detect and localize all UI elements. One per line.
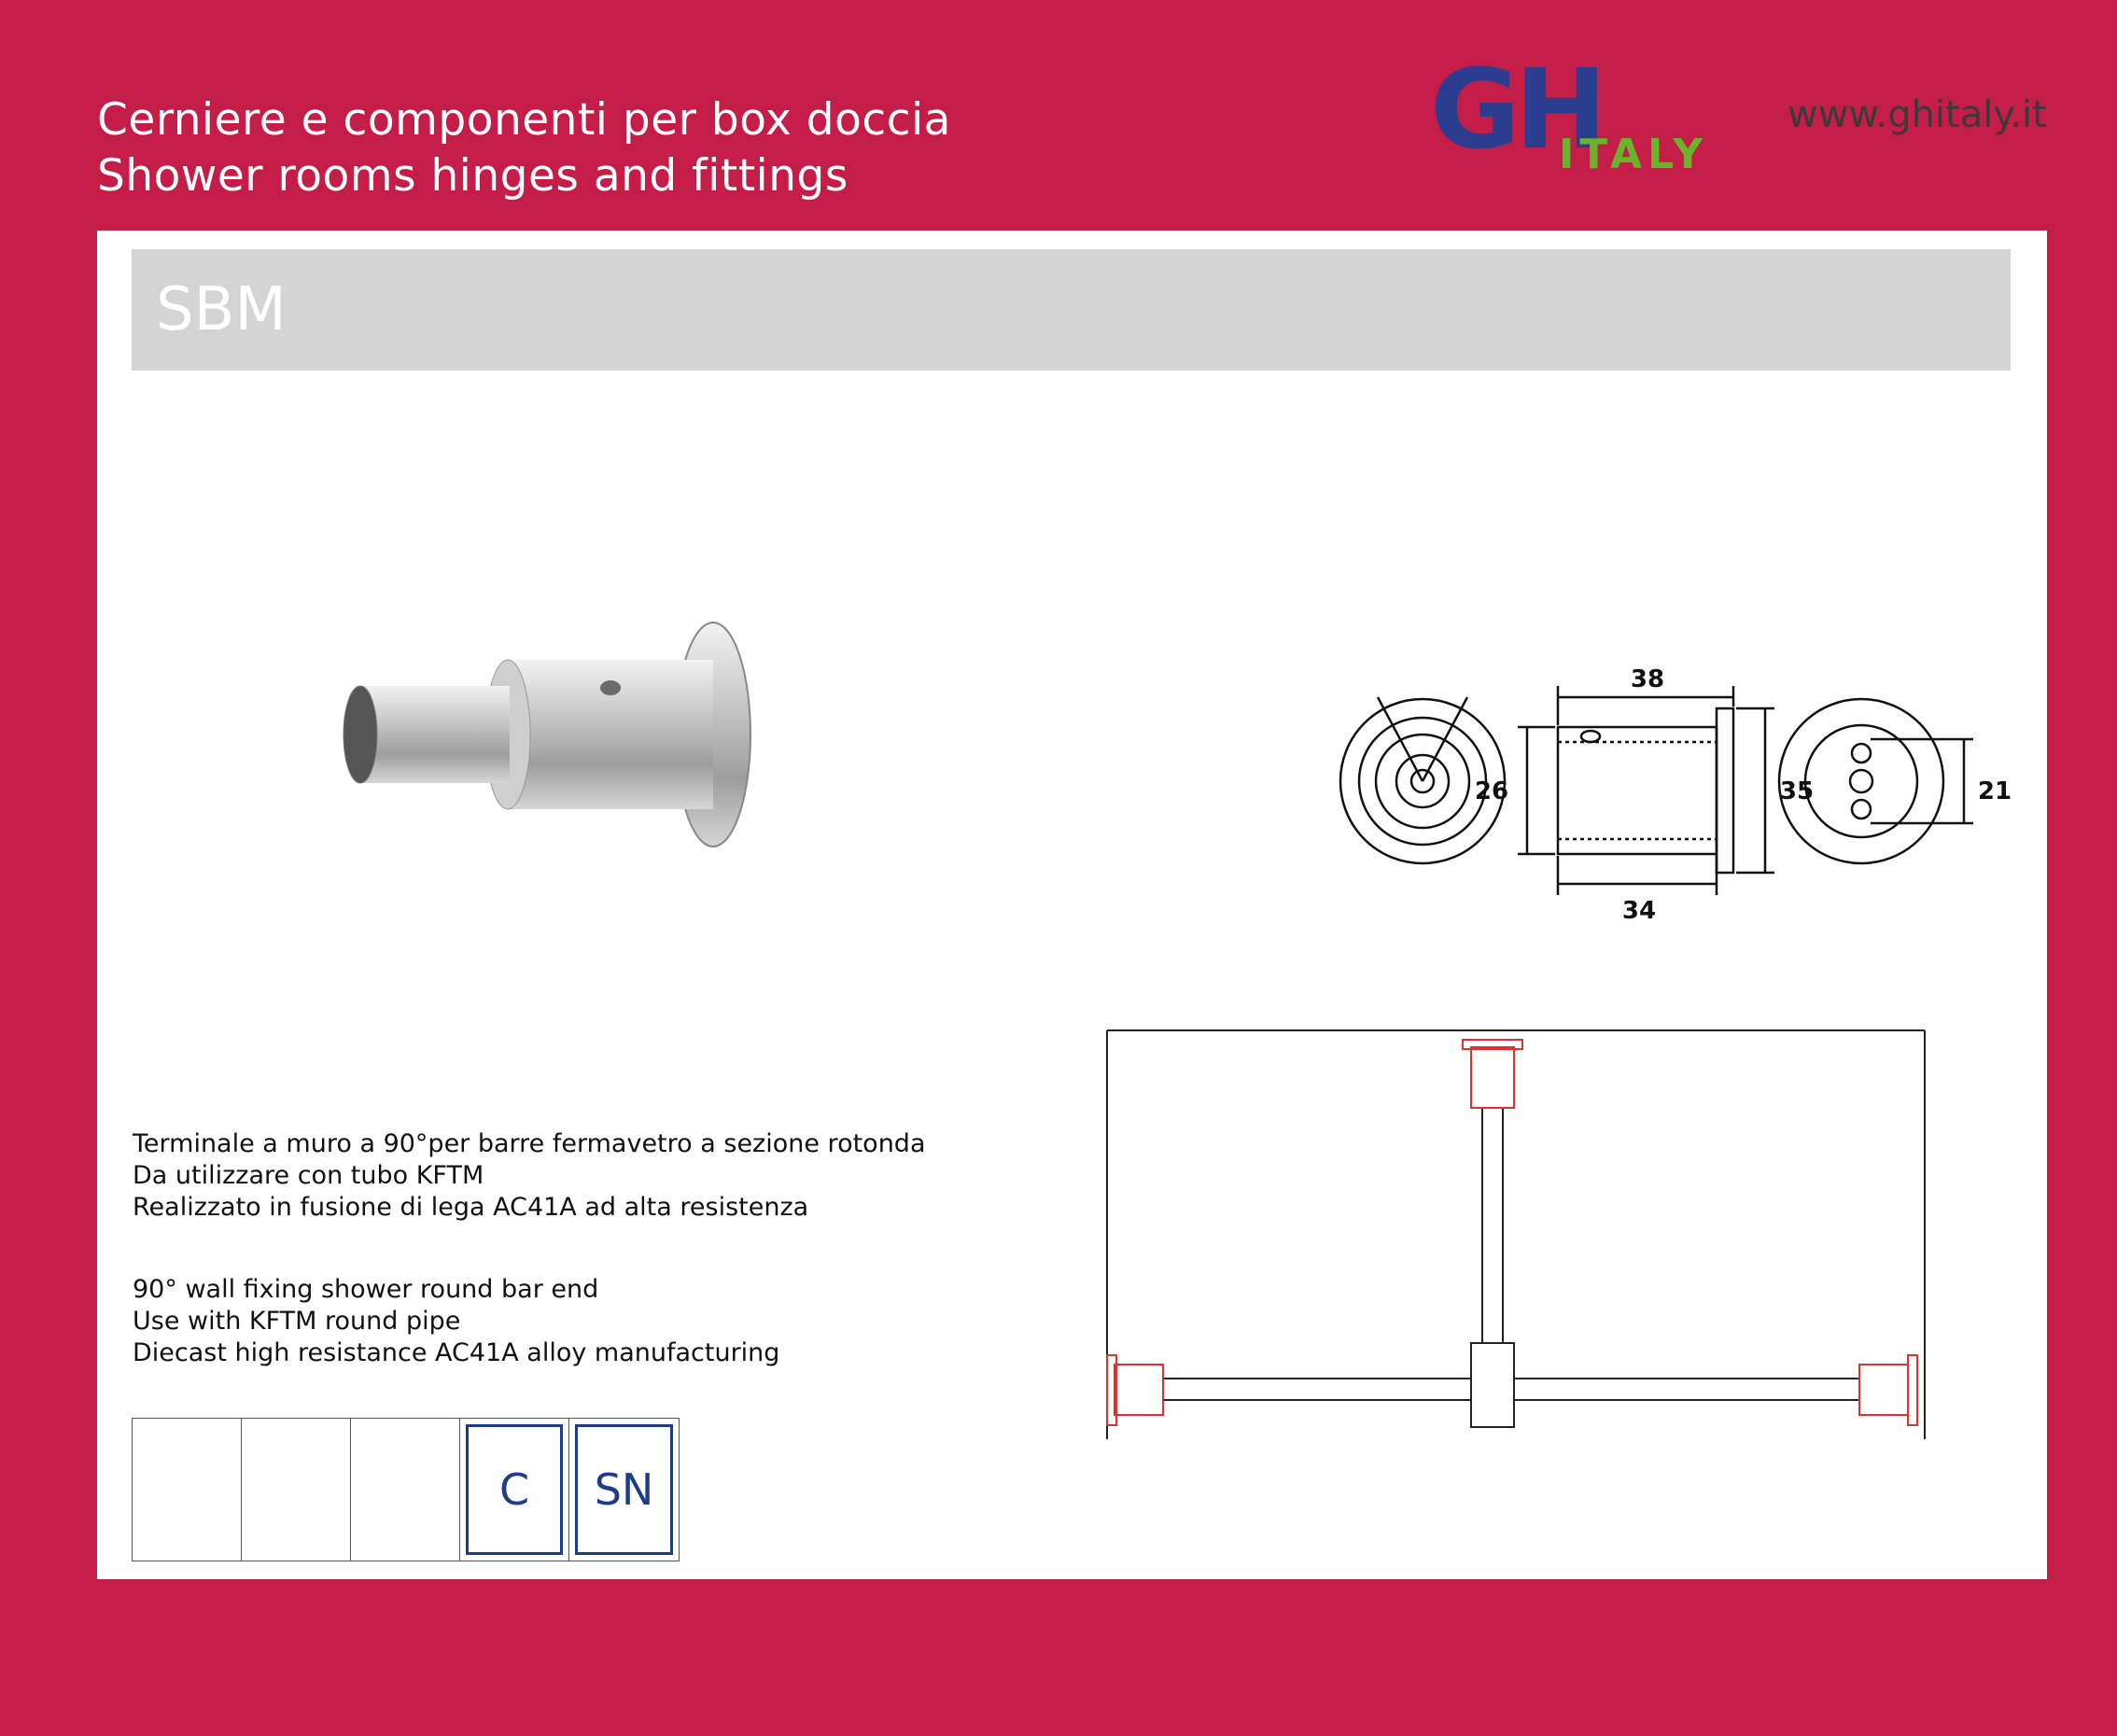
finish-cell-empty	[351, 1419, 460, 1561]
finish-cell-empty	[242, 1419, 351, 1561]
header-title-english: Shower rooms hinges and fittings	[97, 150, 848, 202]
description-english	[133, 1274, 779, 1369]
product-title-bar	[132, 249, 2011, 371]
gh-italy-logo	[1430, 54, 1766, 175]
dim-height-body: 26	[1474, 777, 1509, 805]
description-italian	[133, 1128, 926, 1224]
website-link[interactable]: www.ghitaly.it	[1788, 93, 2047, 136]
product-code: SBM	[156, 275, 287, 344]
finish-badge-c: C	[466, 1424, 563, 1555]
finish-cell-chrome	[460, 1419, 569, 1561]
dim-hole-span: 21	[1977, 777, 2012, 805]
dim-length-top: 38	[1630, 665, 1665, 693]
finish-cell-satin-nickel	[569, 1419, 679, 1561]
product-panel	[97, 231, 2047, 1579]
header-title-italian: Cerniere e componenti per box doccia	[97, 94, 951, 146]
description-line: 90° wall fixing shower round bar end	[133, 1275, 599, 1304]
description-line: Terminale a muro a 90°per barre fermavetro a sezione rotonda	[133, 1129, 926, 1158]
finish-badge-sn: SN	[575, 1424, 673, 1555]
installation-diagram	[1105, 1029, 1927, 1467]
finish-cell-empty	[133, 1419, 242, 1561]
product-photo	[321, 604, 825, 865]
finish-table	[132, 1418, 680, 1561]
description-line: Use with KFTM round pipe	[133, 1307, 461, 1336]
dim-height-flange: 35	[1779, 777, 1815, 805]
description-line: Diecast high resistance AC41A alloy manufacturing	[133, 1338, 780, 1367]
description-line: Realizzato in fusione di lega AC41A ad alta resistenza	[133, 1193, 809, 1222]
logo-italy-letters: ITALY	[1559, 131, 1709, 175]
logo-gh-letters: GH	[1430, 54, 1602, 174]
dim-length-bottom: 34	[1621, 897, 1657, 925]
description-line: Da utilizzare con tubo KFTM	[133, 1161, 484, 1190]
technical-drawing	[1311, 632, 2039, 931]
